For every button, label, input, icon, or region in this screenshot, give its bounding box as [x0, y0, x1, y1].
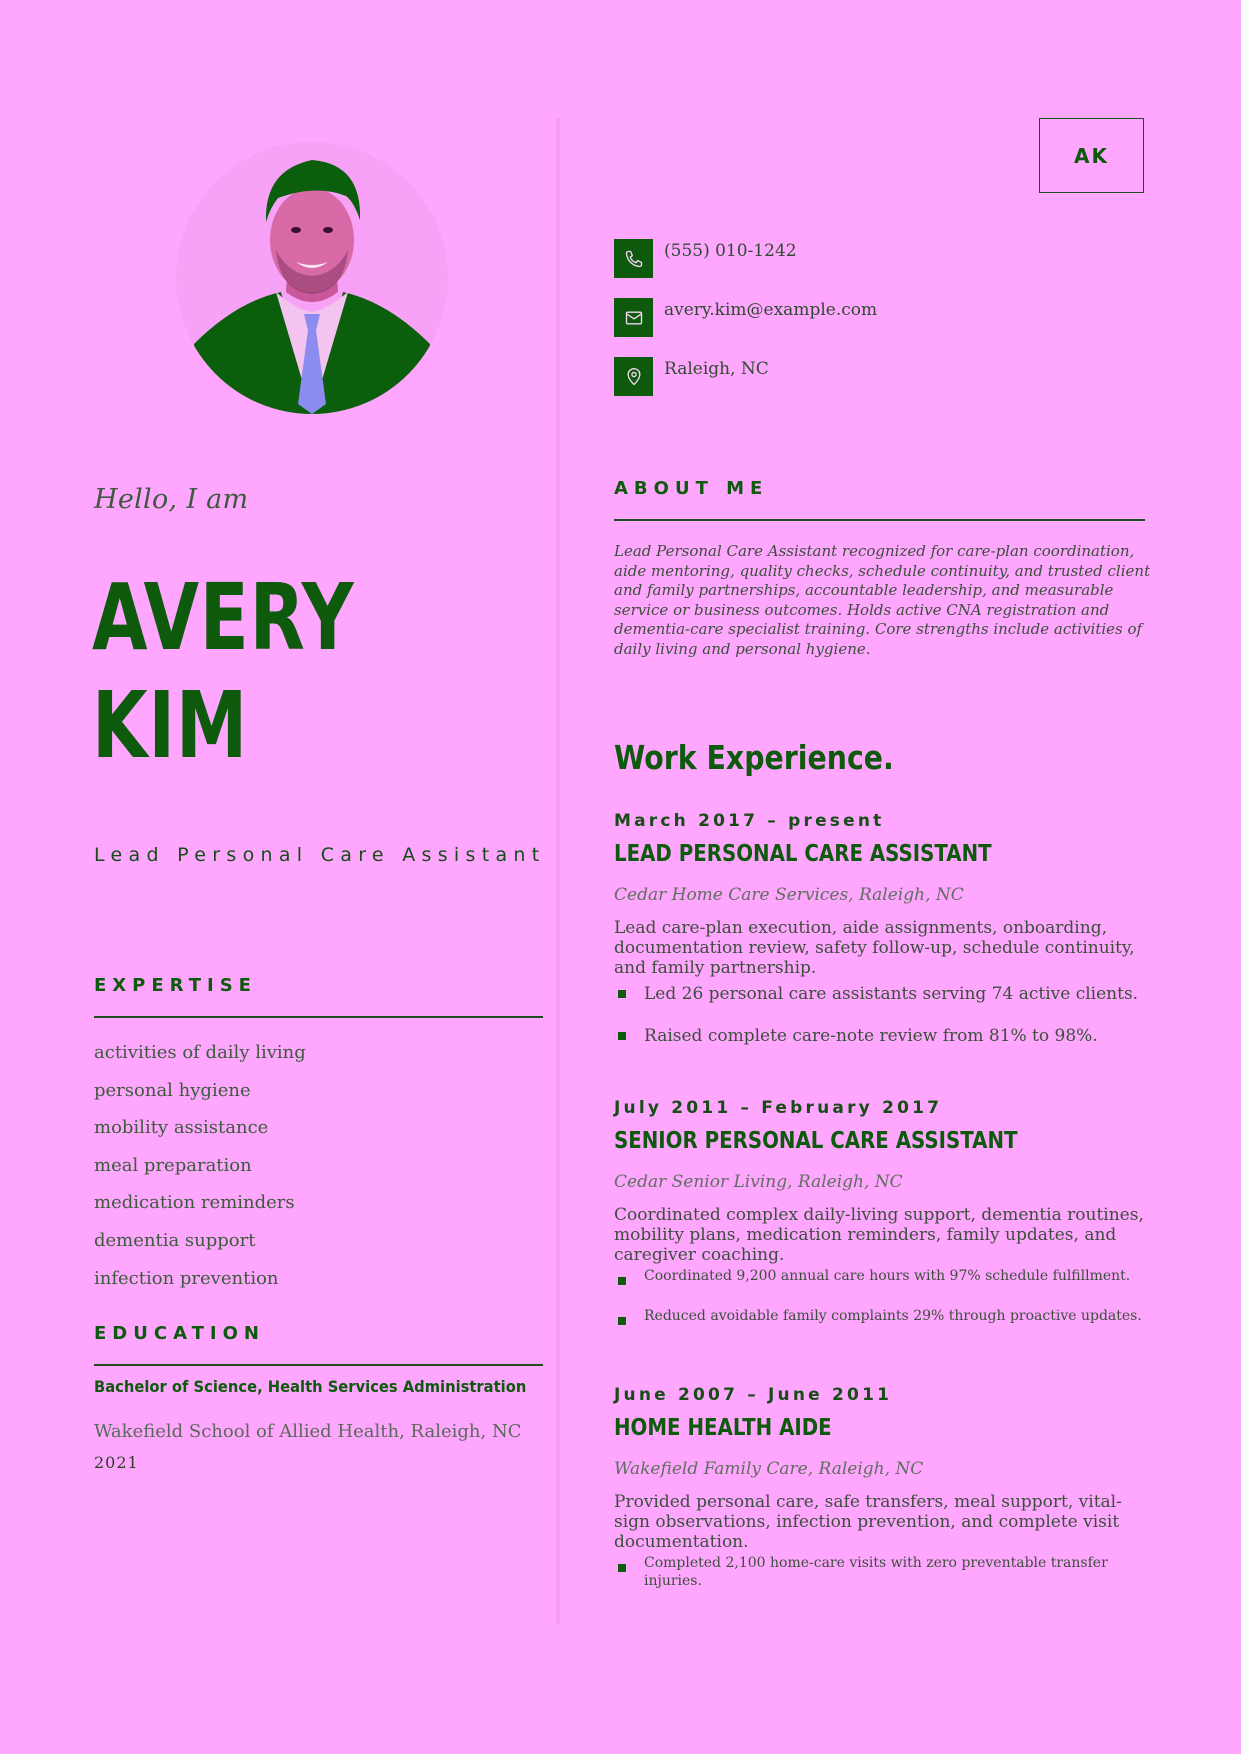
job-company: Wakefield Family Care, Raleigh, NC — [614, 1459, 924, 1479]
list-item — [614, 1307, 1154, 1345]
list-item: dementia support — [94, 1229, 256, 1251]
first-name: AVERY — [92, 564, 355, 671]
job-entry — [614, 1097, 1154, 1345]
contact-email — [614, 298, 877, 337]
job-bullets — [614, 1267, 1154, 1345]
list-item: medication reminders — [94, 1192, 295, 1214]
about-heading: ABOUT ME — [614, 478, 769, 499]
job-dates: July 2011 – February 2017 — [614, 1098, 943, 1118]
bullet-square-icon — [618, 990, 626, 998]
job-title: SENIOR PERSONAL CARE ASSISTANT — [614, 1128, 1018, 1154]
role-title: Lead Personal Care Assistant — [94, 844, 546, 866]
bullet-text: Led 26 personal care assistants serving 74 active clients. — [644, 984, 1139, 1004]
job-description: Provided personal care, safe transfers, meal support, vital-sign observations, infection prevention, and complete visit documentation. — [614, 1492, 1122, 1552]
graduation-year: 2021 — [94, 1453, 139, 1472]
degree: Bachelor of Science, Health Services Administration — [94, 1377, 527, 1396]
map-pin-icon — [614, 357, 653, 396]
phone-icon — [614, 239, 653, 278]
last-name: KIM — [92, 672, 249, 779]
list-item — [614, 1554, 1154, 1592]
phone-text[interactable]: (555) 010-1242 — [664, 241, 797, 261]
list-item — [614, 983, 1154, 1020]
list-item — [614, 1025, 1154, 1062]
column-divider — [556, 118, 560, 1624]
bullet-square-icon — [618, 1317, 626, 1325]
list-item: mobility assistance — [94, 1117, 269, 1139]
job-dates: March 2017 – present — [614, 811, 885, 831]
school: Wakefield School of Allied Health, Raleigh, NC — [94, 1421, 522, 1442]
job-dates: June 2007 – June 2011 — [614, 1385, 893, 1405]
job-entry — [614, 810, 1154, 1062]
profile-photo — [176, 142, 448, 414]
bullet-text: Completed 2,100 home-care visits with zero preventable transfer injuries. — [644, 1555, 1108, 1589]
list-item: personal hygiene — [94, 1079, 251, 1101]
job-company: Cedar Home Care Services, Raleigh, NC — [614, 885, 964, 905]
list-item: meal preparation — [94, 1154, 252, 1176]
job-description: Lead care-plan execution, aide assignments, onboarding, documentation review, safety follow-up, schedule continuity, and family partnership. — [614, 918, 1135, 978]
bullet-text: Raised complete care-note review from 81% to 98%. — [644, 1026, 1098, 1046]
expertise-list — [94, 1040, 306, 1303]
work-heading: Work Experience. — [614, 738, 894, 777]
email-text[interactable]: avery.kim@example.com — [664, 300, 878, 320]
expertise-rule — [94, 1016, 543, 1018]
bullet-text: Coordinated 9,200 annual care hours with 97% schedule fulfillment. — [644, 1268, 1131, 1284]
job-company: Cedar Senior Living, Raleigh, NC — [614, 1172, 903, 1192]
bullet-square-icon — [618, 1032, 626, 1040]
location-text: Raleigh, NC — [664, 359, 769, 379]
list-item — [614, 1267, 1154, 1305]
education-heading: EDUCATION — [94, 1323, 265, 1344]
greeting: Hello, I am — [94, 484, 249, 515]
job-entry — [614, 1384, 1154, 1592]
mail-icon — [614, 298, 653, 337]
list-item: activities of daily living — [94, 1042, 306, 1063]
job-bullets — [614, 983, 1154, 1062]
contact-phone — [614, 239, 797, 278]
bullet-square-icon — [618, 1277, 626, 1285]
job-title: LEAD PERSONAL CARE ASSISTANT — [614, 841, 992, 867]
list-item: infection prevention — [94, 1267, 279, 1289]
job-bullets — [614, 1554, 1154, 1592]
contact-location — [614, 357, 769, 396]
job-description: Coordinated complex daily-living support, dementia routines, mobility plans, medication reminders, family updates, and caregiver coaching. — [614, 1205, 1144, 1265]
bullet-square-icon — [618, 1564, 626, 1572]
education-rule — [94, 1364, 543, 1366]
bullet-text: Reduced avoidable family complaints 29% through proactive updates. — [644, 1308, 1142, 1324]
about-rule — [614, 519, 1145, 521]
expertise-heading: EXPERTISE — [94, 975, 257, 996]
monogram: AK — [1039, 118, 1144, 193]
job-title: HOME HEALTH AIDE — [614, 1415, 832, 1441]
about-text: Lead Personal Care Assistant recognized for care-plan coordination, aide mentoring, quality checks, schedule continuity, and trusted client and family partnerships, accountable leadership, and measurable service or business outcomes. Holds active CNA registration and dementia-care specialist training. Core strengths include activities of daily living and personal hygiene. — [614, 542, 1151, 658]
